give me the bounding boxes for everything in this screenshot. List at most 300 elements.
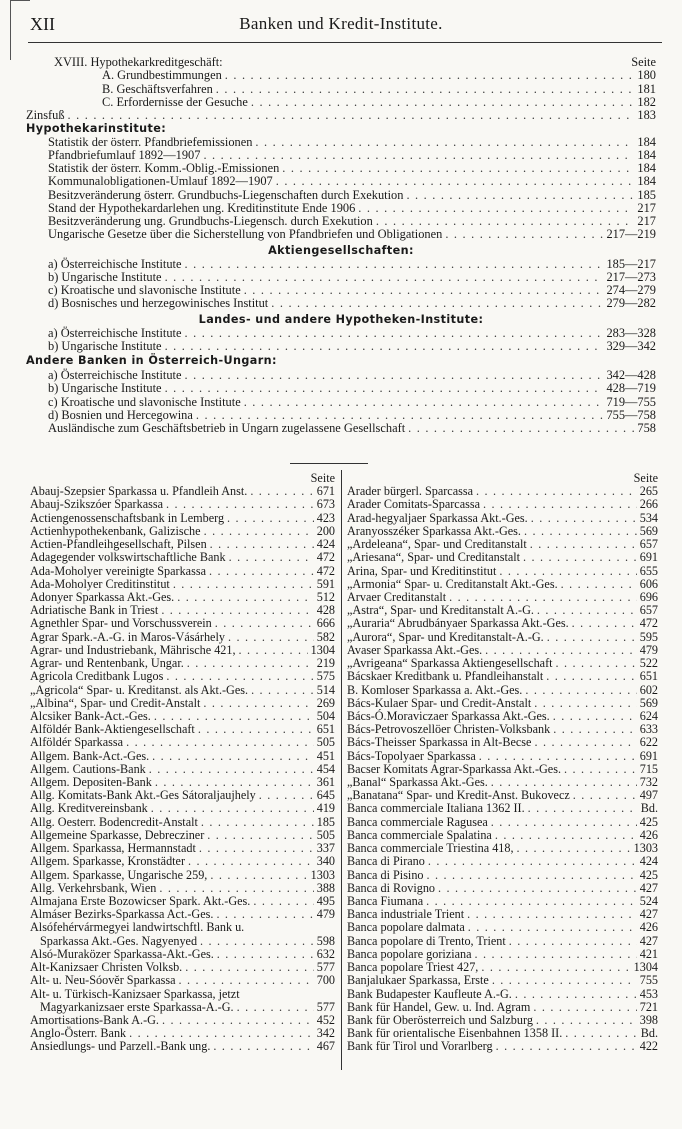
dot-leader — [203, 149, 634, 162]
entry-page: 279—282 — [606, 296, 656, 311]
entry-row — [26, 340, 656, 353]
entry-page: 534 — [639, 510, 658, 525]
dot-leader — [162, 1014, 314, 1027]
dot-leader — [225, 69, 635, 82]
dot-leader — [496, 1040, 637, 1053]
entry-page: 696 — [639, 589, 658, 604]
entry-text: Bács-Theisser Sparkassa in Alt-Becse — [347, 735, 532, 750]
entry-text: Almáser Bezirks-Sparkassa Act.-Ges. — [30, 907, 214, 922]
entry-page: 755 — [639, 973, 658, 988]
entry-text: Agnethler Spar- und Vorschussverein — [30, 616, 212, 631]
entry-page: 219 — [316, 656, 335, 671]
entry-page: 424 — [639, 854, 658, 869]
entry-row — [26, 228, 656, 241]
toc-heading — [26, 353, 656, 369]
entry-text: Sparkassa Akt.-Ges. Nagyenyed — [40, 933, 198, 948]
dot-leader — [166, 498, 314, 511]
dot-leader — [428, 855, 637, 868]
entry-text: c) Kroatische und slavonische Institute — [48, 283, 241, 297]
toc-section-label: XVIII. Hypothekarkreditgeschäft: — [54, 55, 223, 69]
entry-text: Allg. Kreditvereinsbank — [30, 801, 148, 816]
entry-page: 451 — [316, 748, 335, 763]
dot-leader — [556, 657, 637, 670]
entry-page: 425 — [639, 814, 658, 829]
entry-text: Ada-Moholyer Creditinstitut — [30, 576, 170, 591]
dot-leader — [495, 829, 637, 842]
running-title: Banken und Kredit-Institute. — [239, 14, 443, 33]
entry-text: Banca di Rovigno — [347, 880, 436, 895]
entry-row — [347, 1040, 658, 1053]
entry-text: Arad-hegyaljaer Sparkassa Akt.-Ges. — [347, 510, 528, 525]
entry-text: „Auraria“ Abrudbányaer Sparkassa Akt.-Ges. — [347, 616, 569, 631]
dot-leader — [467, 908, 637, 921]
entry-page: 673 — [316, 497, 335, 512]
entry-text: Agrar- und Industriebank, Mährische 421, — [30, 642, 236, 657]
entry-text: Ansiedlungs- und Parzell.-Bank ung. — [30, 1039, 211, 1054]
dot-leader — [547, 631, 637, 644]
entry-text: „Armonia“ Spar- u. Creditanstalt Akt.-Ges. — [347, 576, 558, 591]
dot-leader — [165, 340, 604, 353]
entry-page: 453 — [639, 986, 658, 1001]
dot-leader — [187, 657, 314, 670]
dot-leader — [185, 369, 604, 382]
entry-text: Banca commerciale Italiana 1362 II. — [347, 801, 525, 816]
dot-leader — [173, 578, 314, 591]
entry-page: 342 — [316, 1026, 335, 1041]
entry-page: 424 — [316, 537, 335, 552]
dot-leader — [427, 869, 637, 882]
entry-text: Bácskaer Kreditbank u. Pfandleihanstalt — [347, 669, 544, 684]
dot-leader — [201, 816, 314, 829]
entry-page: 388 — [316, 880, 335, 895]
entry-page: 185 — [637, 187, 656, 202]
dot-leader — [251, 96, 635, 109]
dot-leader — [475, 948, 637, 961]
entry-row — [30, 1040, 335, 1053]
dot-leader — [408, 422, 634, 435]
entry-text: Bács-Petrovoszellöer Christen-Volksbank — [347, 722, 551, 737]
entry-text: Arina, Spar- und Kreditinstitut — [347, 563, 497, 578]
entry-text: Allgem. Sparkasse, Kronstädter — [30, 854, 186, 869]
entry-text: Statistik der österr. Pfandbriefemissionen — [48, 134, 253, 149]
entry-text: Actien-Pfandleihgesellschaft, Pilsen — [30, 537, 207, 552]
dot-leader — [179, 974, 314, 987]
entry-page: 467 — [316, 1039, 335, 1054]
entry-page: 427 — [639, 880, 658, 895]
entry-text: a) Österreichische Institute — [48, 256, 182, 271]
entry-text: Banca commerciale Ragusea — [347, 814, 488, 829]
entry-page: 758 — [637, 421, 656, 435]
entry-row — [26, 202, 656, 215]
entry-page: 265 — [639, 484, 658, 499]
dot-leader — [515, 988, 637, 1001]
entry-page: 595 — [639, 629, 658, 644]
entry-row — [26, 69, 656, 82]
entry-row — [26, 271, 656, 284]
entry-row — [347, 631, 658, 644]
entry-text: Banca popolare di Trento, Trient — [347, 933, 506, 948]
entry-row — [347, 816, 658, 829]
dot-leader — [358, 202, 634, 215]
entry-text: Statistik der österr. Komm.-Oblig.-Emissionen — [48, 161, 280, 175]
entry-row — [30, 1001, 335, 1014]
dot-leader — [531, 512, 637, 525]
entry-page: 495 — [316, 894, 335, 908]
entry-page: 421 — [639, 946, 658, 961]
entry-page: 622 — [639, 735, 658, 750]
entry-page: 575 — [316, 669, 335, 684]
entry-row — [30, 670, 335, 683]
entry-page: 504 — [316, 708, 335, 723]
dot-leader — [215, 617, 314, 630]
entry-page: 1303 — [310, 867, 335, 882]
toc-entry-text: Zinsfuß — [26, 108, 65, 122]
dot-leader — [534, 736, 636, 749]
dot-leader — [253, 895, 313, 908]
entry-text: Besitzveränderung österr. Grundbuchs-Liegenschaften durch Exekution — [48, 187, 404, 202]
entry-text: Allgem. Cautions-Bank — [30, 761, 146, 776]
entry-row — [347, 697, 658, 710]
dot-leader — [561, 578, 637, 591]
dot-leader — [216, 83, 635, 96]
dot-leader — [196, 409, 604, 422]
entry-page: 719—755 — [606, 394, 656, 409]
entry-text: Bács-Topolyaer Sparkassa — [347, 748, 476, 763]
entry-text: „Ardeleana“, Spar- und Creditanstalt — [347, 537, 527, 552]
entry-page: 428—719 — [606, 381, 656, 396]
entry-text: Banca popolare dalmata — [347, 920, 465, 935]
entry-row — [30, 988, 335, 1001]
dot-leader — [564, 763, 637, 776]
dot-leader — [244, 284, 604, 297]
entry-row — [30, 551, 335, 564]
entry-page: 217 — [637, 214, 656, 228]
entry-page: 657 — [639, 603, 658, 618]
entry-page: 755—758 — [606, 407, 656, 422]
entry-text: Ungarische Gesetze über die Sicherstellung von Pfandbriefen und Obligationen — [48, 227, 443, 242]
entry-text: Agrar Spark.-A.-G. in Maros-Vásárhely — [30, 629, 225, 644]
entry-row — [26, 284, 656, 297]
entry-row — [30, 565, 335, 578]
entry-text: b) Ungarische Institute — [48, 269, 162, 284]
entry-page: 361 — [316, 775, 335, 790]
entry-text: c) Kroatische und slavonische Institute — [48, 394, 241, 409]
dot-leader — [525, 684, 636, 697]
aktien-heading: Aktiengesellschaften: — [268, 243, 414, 257]
toc-aktien-items — [26, 258, 656, 311]
dot-leader — [530, 538, 637, 551]
entry-page: 524 — [639, 894, 658, 908]
entry-text: Adriatische Bank in Triest — [30, 603, 159, 618]
entry-page: 342—428 — [606, 368, 656, 382]
entry-row — [26, 258, 656, 271]
index-column-right — [347, 472, 658, 1054]
entry-row — [26, 189, 656, 202]
dot-leader — [259, 789, 314, 802]
entry-text: „Avrigeana“ Sparkassa Aktiengesellschaft — [347, 656, 553, 671]
entry-page: 732 — [639, 775, 658, 790]
entry-page: 514 — [316, 682, 335, 697]
entry-text: Aranyosszéker Sparkassa Akt.-Ges. — [347, 523, 521, 538]
entry-page: 569 — [639, 695, 658, 710]
dot-leader — [438, 882, 637, 895]
dot-leader — [468, 921, 637, 934]
entry-text: „Agricola“ Spar- u. Kreditanst. als Akt.-Ges. — [30, 682, 249, 697]
entry-row — [347, 498, 658, 511]
entry-page: 691 — [639, 550, 658, 565]
entry-row — [347, 684, 658, 697]
entry-row — [30, 750, 335, 763]
entry-text: Adonyer Sparkassa Akt.-Ges. — [30, 589, 175, 604]
entry-row — [347, 1001, 658, 1014]
dot-leader — [204, 525, 314, 538]
entry-row — [30, 498, 335, 511]
entry-page: 472 — [316, 550, 335, 565]
entry-page: 591 — [316, 576, 335, 591]
entry-row — [30, 921, 335, 934]
toc-sec18-header — [26, 56, 656, 69]
entry-row — [26, 215, 656, 228]
entry-row — [30, 869, 335, 882]
entry-text: Allgem. Depositen-Bank — [30, 775, 152, 790]
entry-page: 479 — [639, 642, 658, 657]
dot-leader — [517, 842, 631, 855]
entry-page: 329—342 — [606, 338, 656, 353]
entry-row — [347, 512, 658, 525]
dot-leader — [229, 551, 314, 564]
entry-page: 184 — [637, 174, 656, 189]
dot-leader — [479, 750, 637, 763]
toc-landes-items — [26, 327, 656, 354]
entry-row — [26, 175, 656, 188]
entry-text: Actiengenossenschaftsbank in Lemberg — [30, 510, 225, 525]
page-header — [0, 14, 682, 40]
entry-row — [26, 96, 656, 109]
entry-row — [30, 736, 335, 749]
dot-leader — [509, 935, 637, 948]
dot-leader — [553, 723, 637, 736]
toc-heading — [26, 122, 656, 135]
dot-leader — [276, 175, 635, 188]
andere-heading: Andere Banken in Österreich-Ungarn: — [26, 354, 277, 367]
dot-leader — [534, 697, 637, 710]
entry-row — [26, 422, 656, 435]
entry-row — [30, 631, 335, 644]
entry-text: Bács-Kulaer Spar- und Credit-Anstalt — [347, 695, 532, 710]
entry-row — [347, 855, 658, 868]
index-seite-label: Seite — [633, 471, 658, 485]
entry-page: 274—279 — [606, 283, 656, 297]
entry-page: 1304 — [310, 642, 335, 657]
entry-row — [347, 988, 658, 1001]
dot-leader — [188, 855, 314, 868]
entry-text: Bank Budapester Kaufleute A.-G. — [347, 986, 512, 1001]
dot-leader — [524, 525, 637, 538]
entry-page: 427 — [639, 907, 658, 922]
entry-text: Banca popolare goriziana — [347, 946, 472, 961]
entry-page: Bd. — [640, 1026, 658, 1041]
entry-page: 577 — [316, 960, 335, 975]
hypo-heading: Hypothekarinstitute: — [26, 122, 167, 136]
dot-leader — [523, 551, 637, 564]
entry-page: 182 — [637, 94, 656, 109]
table-of-contents — [26, 56, 656, 435]
entry-text: „Albina“, Spar- und Credit-Anstalt — [30, 695, 201, 710]
entry-row — [347, 551, 658, 564]
dot-leader — [499, 565, 636, 578]
landes-heading: Landes- und andere Hypotheken-Institute: — [198, 312, 484, 326]
entry-page: 217 — [637, 200, 656, 215]
dot-leader — [244, 396, 604, 409]
entry-text: Alföldér Bank-Aktiengesellschaft — [30, 722, 195, 737]
dot-leader — [271, 297, 603, 310]
entry-row — [30, 816, 335, 829]
entry-text: Banjalukaer Sparkassa, Erste — [347, 973, 489, 988]
entry-page: 428 — [316, 603, 335, 618]
entry-text: Banca di Pisino — [347, 867, 424, 882]
entry-row — [30, 617, 335, 630]
entry-text: Arader Comitats-Sparcassa — [347, 497, 481, 512]
entry-page: 497 — [639, 788, 658, 803]
entry-page: 217—273 — [606, 269, 656, 284]
dot-leader — [213, 1040, 313, 1053]
entry-page: 427 — [639, 933, 658, 948]
dot-leader — [251, 684, 314, 697]
dot-leader — [546, 670, 636, 683]
dot-leader — [152, 750, 314, 763]
dot-leader — [185, 258, 604, 271]
index-seite-label: Seite — [310, 471, 335, 485]
entry-row — [30, 684, 335, 697]
entry-row — [30, 935, 335, 948]
entry-page: 283—328 — [606, 325, 656, 340]
entry-page: 266 — [639, 497, 658, 512]
entry-page: 184 — [637, 134, 656, 149]
entry-text: „Banatana“ Spar- und Kredit-Anst. Bukovecz — [347, 788, 570, 803]
entry-text: Amortisations-Bank A.-G. — [30, 1012, 159, 1027]
entry-text: Allgem. Bank-Act.-Ges. — [30, 748, 150, 763]
dot-leader — [149, 763, 314, 776]
dot-leader — [553, 710, 637, 723]
toc-sec18-items — [26, 69, 656, 109]
entry-text: Besitzveränderung ung. Grundbuchs-Liegensch. durch Exekution — [48, 214, 373, 228]
entry-text: Alt- u. Neu-Sóověr Sparkassa — [30, 973, 176, 988]
dot-leader — [198, 723, 314, 736]
entry-text: Abauj-Szepsier Sparkassa u. Pfandleih Anst. — [30, 484, 248, 499]
entry-text: Bacser Komitats Agrar-Sparkassa Akt.-Ges. — [347, 761, 561, 776]
entry-page: 1303 — [633, 841, 658, 856]
entry-page: 691 — [639, 748, 658, 763]
dot-leader — [227, 512, 314, 525]
dot-leader — [573, 789, 637, 802]
entry-text: Alföldér Sparkassa — [30, 735, 124, 750]
entry-page: 180 — [637, 68, 656, 83]
entry-page: 624 — [639, 708, 658, 723]
entry-page: 185 — [316, 814, 335, 829]
entry-text: „Banal“ Sparkassa Akt.-Ges. — [347, 775, 488, 790]
entry-page: 602 — [639, 682, 658, 697]
toc-hypo-items — [26, 136, 656, 242]
entry-row — [26, 136, 656, 149]
entry-text: B. Geschäftsverfahren — [102, 81, 213, 96]
corner-mark — [10, 0, 30, 1]
entry-row — [347, 670, 658, 683]
entry-text: Banca commerciale Triestina 418, — [347, 841, 514, 856]
entry-text: „Astra“, Spar- und Kreditanstalt A.-G. — [347, 603, 534, 618]
dot-leader — [491, 816, 637, 829]
entry-row — [30, 578, 335, 591]
entry-page: 577 — [316, 999, 335, 1014]
entry-text: d) Bosnisches und herzegowinisches Institut — [48, 296, 269, 311]
dot-leader — [528, 802, 638, 815]
entry-text: Almajana Erste Bozowicser Spark. Akt.-Ges. — [30, 894, 251, 908]
entry-text: Allg. Oesterr. Bodencredit-Anstalt — [30, 814, 198, 829]
index-column-left — [30, 472, 335, 1054]
entry-page: 217—219 — [606, 227, 656, 242]
entry-text: Allg. Verkehrsbank, Wien — [30, 880, 157, 895]
entry-text: Allgemeine Sparkasse, Debrecziner — [30, 827, 205, 842]
entry-page: 651 — [639, 669, 658, 684]
dot-leader — [166, 670, 313, 683]
entry-page: 657 — [639, 537, 658, 552]
dot-leader — [199, 842, 314, 855]
dot-leader — [239, 644, 308, 657]
entry-page: 340 — [316, 854, 335, 869]
entry-text: Arvaer Creditanstalt — [347, 589, 447, 604]
entry-page: 422 — [639, 1039, 658, 1054]
index-right-items — [347, 485, 658, 1053]
entry-page: Bd. — [640, 801, 658, 816]
dot-leader — [476, 485, 637, 498]
entry-row — [26, 369, 656, 382]
entry-page: 598 — [316, 933, 335, 948]
entry-page: 181 — [637, 81, 656, 96]
entry-text: a) Österreichische Institute — [48, 368, 182, 382]
entry-text: Alt- u. Türkisch-Kanizsaer Sparkassa, jetzt — [30, 986, 240, 1001]
entry-page: 606 — [639, 576, 658, 591]
dot-leader — [165, 271, 604, 284]
section-rule — [290, 463, 368, 464]
entry-page: 512 — [316, 589, 335, 604]
dot-leader — [209, 565, 314, 578]
entry-text: Magyarkanizsaer erste Sparkassa-A.-G. — [40, 999, 234, 1014]
entry-text: Allgem. Sparkasse, Ungarische 259, — [30, 867, 208, 882]
entry-page: 651 — [316, 722, 335, 737]
entry-row — [347, 921, 658, 934]
entry-row — [347, 578, 658, 591]
entry-text: Bank für Tirol und Vorarlberg — [347, 1039, 493, 1054]
entry-text: Banca popolare Triest 427, — [347, 960, 479, 975]
toc-entry-page: 183 — [637, 108, 656, 122]
dot-leader — [217, 948, 314, 961]
entry-text: Alsófehérvármegyei landwirtschftl. Bank u. — [30, 920, 245, 935]
dot-leader — [207, 829, 313, 842]
entry-page: 632 — [316, 946, 335, 961]
entry-text: Kommunalobligationen-Umlauf 1892—1907 — [48, 174, 273, 189]
entry-page: 715 — [639, 761, 658, 776]
entry-row — [26, 83, 656, 96]
entry-text: A. Grundbestimmungen — [102, 68, 222, 83]
entry-row — [30, 802, 335, 815]
entry-page: 700 — [316, 973, 335, 988]
entry-row — [30, 697, 335, 710]
entry-page: 505 — [316, 735, 335, 750]
entry-page: 645 — [316, 788, 335, 803]
entry-page: 522 — [639, 656, 658, 671]
toc-entry — [26, 109, 656, 122]
dot-leader — [406, 189, 634, 202]
entry-page: 569 — [639, 523, 658, 538]
